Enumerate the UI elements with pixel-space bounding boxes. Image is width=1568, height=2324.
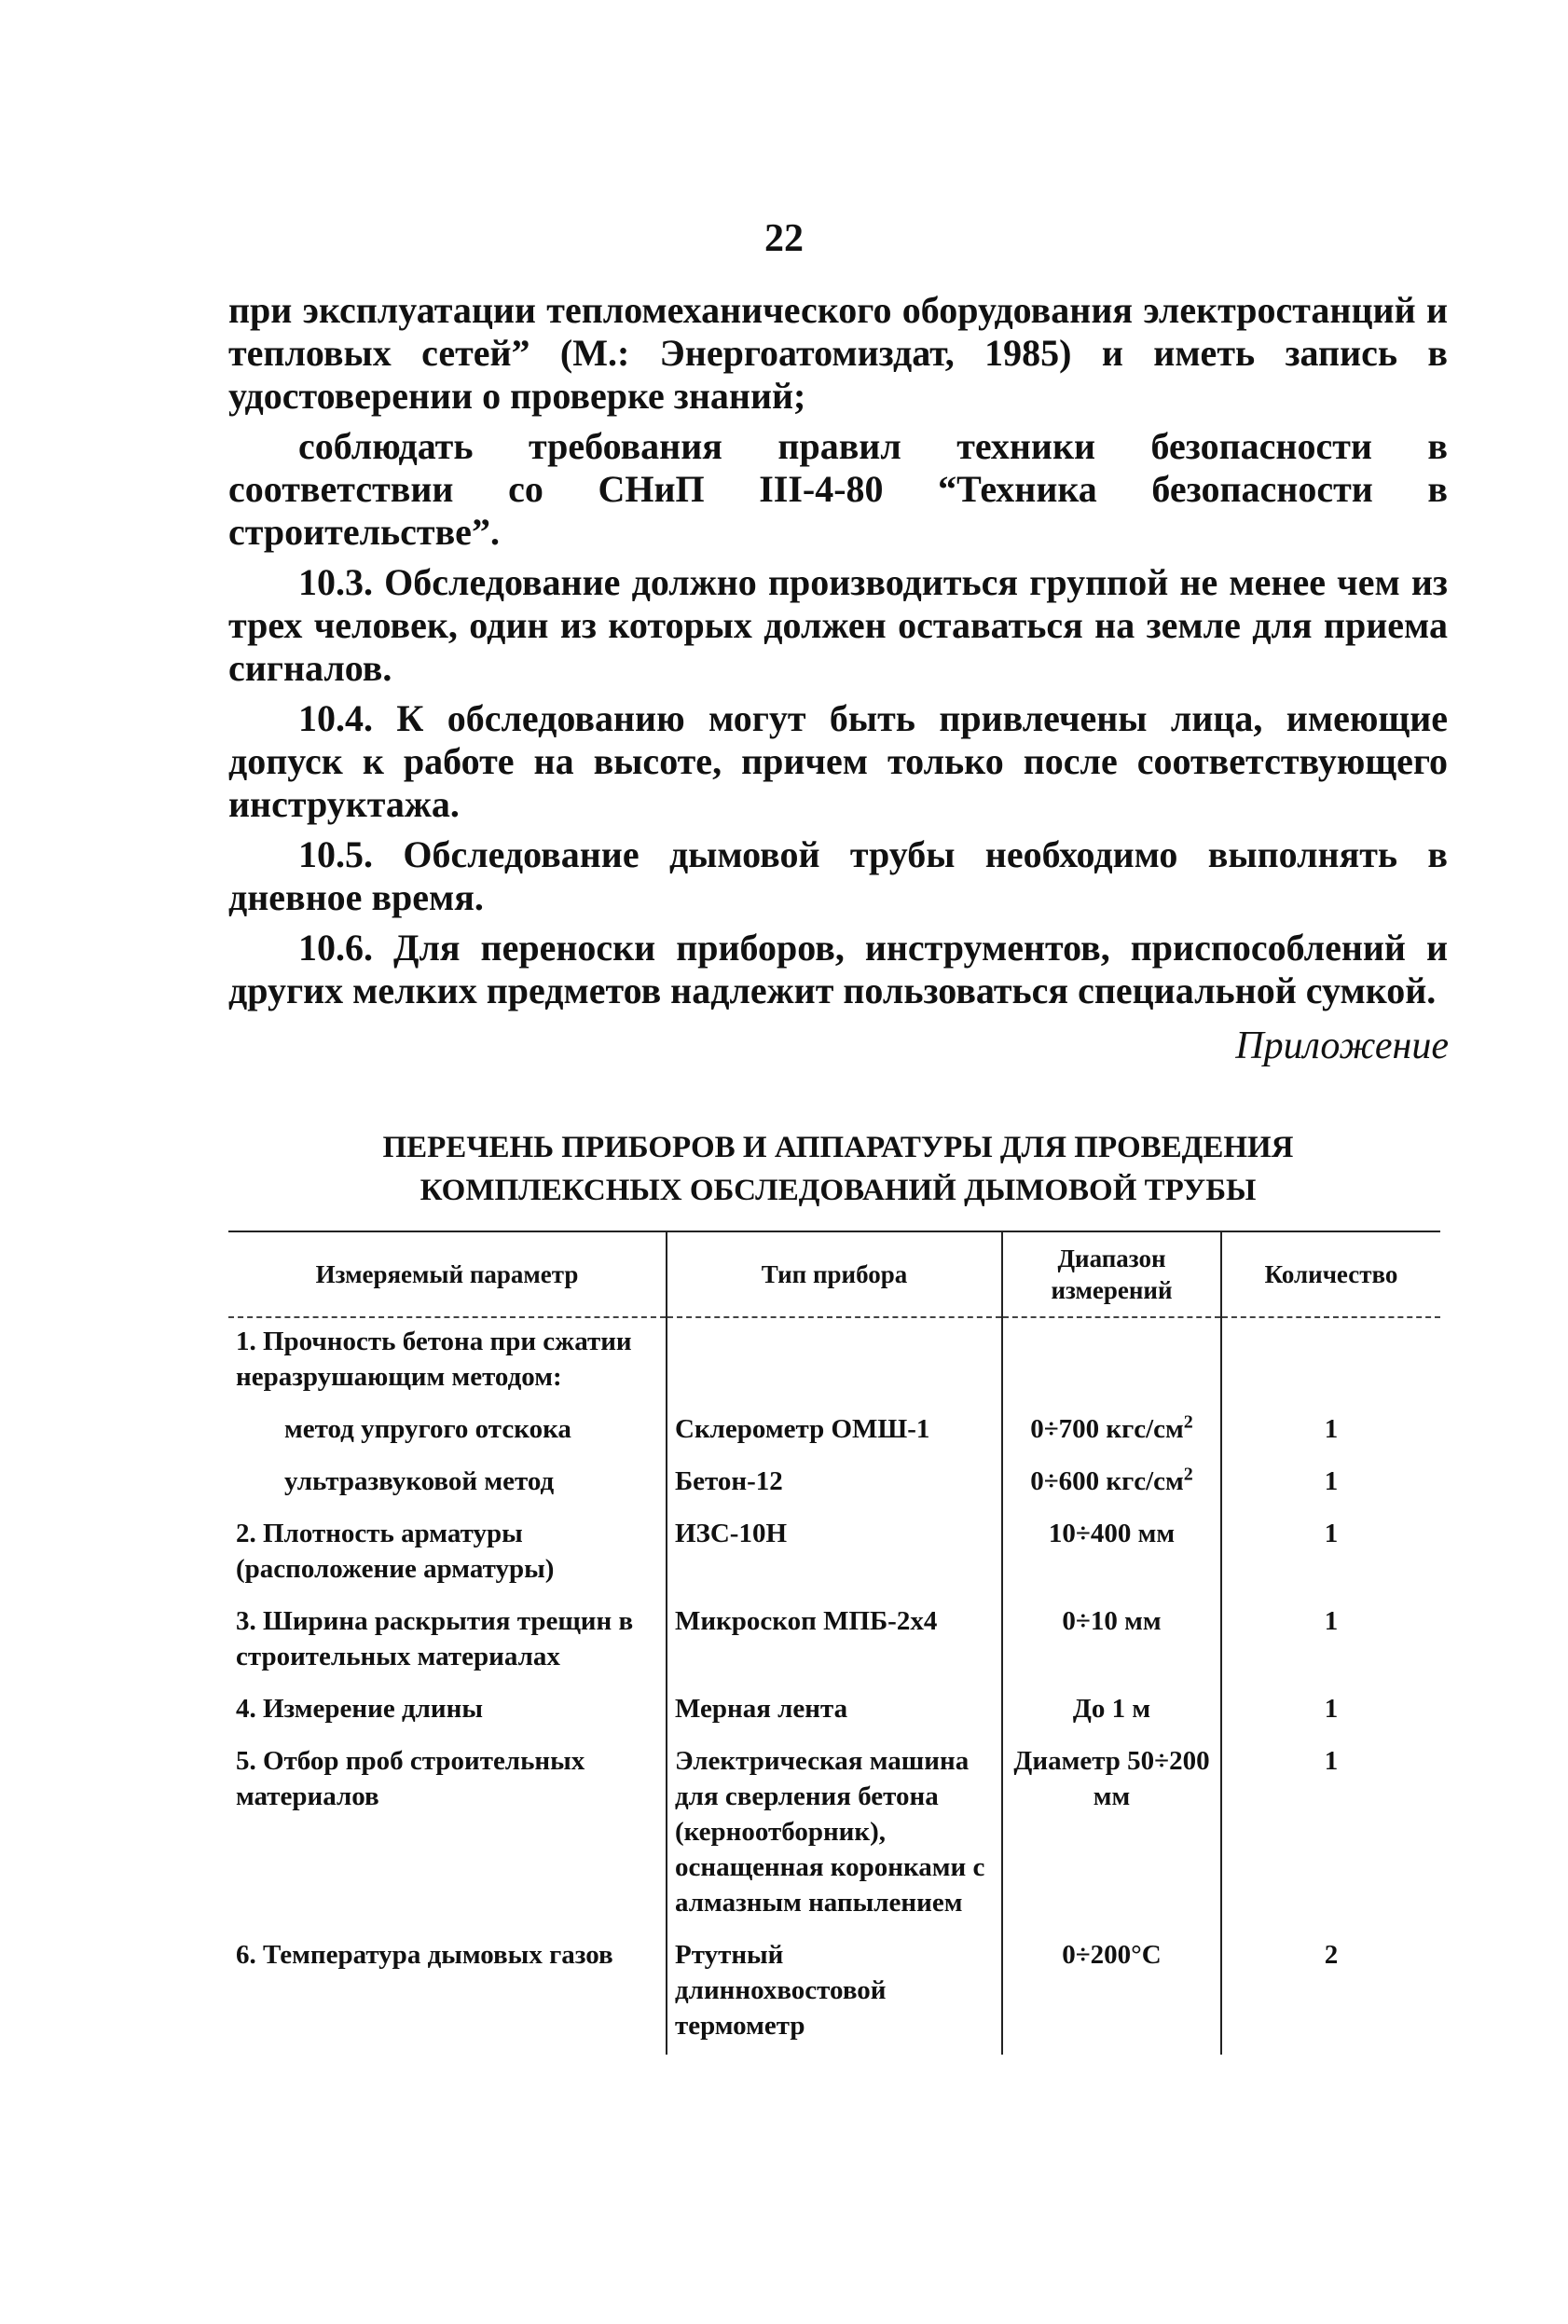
cell-qty: 1 xyxy=(1221,1406,1440,1458)
cell-range xyxy=(1002,1738,1221,1932)
cell-range xyxy=(1002,1510,1221,1598)
table-row xyxy=(228,1598,1440,1685)
cell-qty: 1 xyxy=(1221,1738,1440,1932)
range-value: 0÷200°С xyxy=(1062,1940,1162,1970)
table-title-line: КОМПЛЕКСНЫХ ОБСЛЕДОВАНИЙ ДЫМОВОЙ ТРУБЫ xyxy=(420,1174,1257,1207)
cell-param: 3. Ширина раскрытия трещин в строительных материалах xyxy=(236,1606,634,1671)
table-title xyxy=(228,1126,1448,1212)
cell-param: 2. Плотность арматуры (расположение арматуры) xyxy=(236,1519,555,1584)
table-row xyxy=(228,1317,1440,1406)
table-row xyxy=(228,1510,1440,1598)
header-param: Измеряемый параметр xyxy=(228,1231,667,1317)
paragraph: 10.5. Обследование дымовой трубы необходимо выполнять в дневное время. xyxy=(228,833,1448,918)
range-superscript: 2 xyxy=(1183,1464,1193,1485)
cell-range xyxy=(1002,1458,1221,1510)
cell-param: 4. Измерение длины xyxy=(236,1694,483,1724)
cell-type: Ртутный длиннохвостовой термометр xyxy=(667,1932,1002,2055)
cell-param: 1. Прочность бетона при сжатии неразрушающим методом: xyxy=(236,1327,632,1392)
cell-range xyxy=(1002,1685,1221,1738)
range-value: 0÷10 мм xyxy=(1062,1606,1162,1636)
cell-qty: 1 xyxy=(1221,1510,1440,1598)
cell-param: ультразвуковой метод xyxy=(284,1466,555,1496)
header-range: Диапазон измерений xyxy=(1002,1231,1221,1317)
cell-type: Электрическая машина для сверления бетона (керноотборник), оснащенная коронками с алмазным напылением xyxy=(667,1738,1002,1932)
table-header-row xyxy=(228,1231,1440,1317)
cell-type: Бетон-12 xyxy=(667,1458,1002,1510)
cell-param: 5. Отбор проб строительных материалов xyxy=(236,1746,585,1811)
range-superscript: 2 xyxy=(1183,1411,1193,1433)
cell-range xyxy=(1002,1598,1221,1685)
body-text xyxy=(228,289,1448,1020)
table-row xyxy=(228,1932,1440,2055)
page-number: 22 xyxy=(764,217,804,260)
table-row xyxy=(228,1738,1440,1932)
table-row xyxy=(228,1406,1440,1458)
cell-type xyxy=(667,1317,1002,1406)
cell-type: Склерометр ОМШ-1 xyxy=(667,1406,1002,1458)
header-type: Тип прибора xyxy=(667,1231,1002,1317)
cell-param: 6. Температура дымовых газов xyxy=(236,1940,613,1970)
cell-type: Микроскоп МПБ-2х4 xyxy=(667,1598,1002,1685)
cell-type: Мерная лента xyxy=(667,1685,1002,1738)
cell-qty: 2 xyxy=(1221,1932,1440,2055)
paragraph: соблюдать требования правил техники безопасности в соответствии со СНиП III-4-80 “Техника безопасности в строительстве”. xyxy=(228,425,1448,553)
header-qty: Количество xyxy=(1221,1231,1440,1317)
instruments-table xyxy=(228,1231,1440,2055)
paragraph: при эксплуатации тепломеханического оборудования электростанций и тепловых сетей” (М.: Энергоатомиздат, 1985) и иметь запись в удостоверении о проверке знаний; xyxy=(228,289,1448,417)
table-title-line: ПЕРЕЧЕНЬ ПРИБОРОВ И АППАРАТУРЫ ДЛЯ ПРОВЕДЕНИЯ xyxy=(382,1131,1294,1164)
appendix-label: Приложение xyxy=(1235,1024,1449,1067)
range-value: 0÷700 кгс/см xyxy=(1030,1414,1184,1444)
cell-range xyxy=(1002,1406,1221,1458)
paragraph: 10.4. К обследованию могут быть привлечены лица, имеющие допуск к работе на высоте, причем только после соответствующего инструктажа. xyxy=(228,697,1448,825)
cell-qty: 1 xyxy=(1221,1458,1440,1510)
cell-param: метод упругого отскока xyxy=(284,1414,571,1444)
range-value: 0÷600 кгс/см xyxy=(1030,1466,1184,1496)
range-value: Диаметр 50÷200 мм xyxy=(1013,1746,1210,1811)
cell-range xyxy=(1002,1932,1221,2055)
range-value: До 1 м xyxy=(1072,1694,1151,1724)
table-row xyxy=(228,1458,1440,1510)
paragraph: 10.3. Обследование должно производиться группой не менее чем из трех человек, один из которых должен оставаться на земле для приема сигналов. xyxy=(228,561,1448,689)
cell-type: ИЗС-10Н xyxy=(667,1510,1002,1598)
paragraph: 10.6. Для переноски приборов, инструментов, приспособлений и других мелких предметов надлежит пользоваться специальной сумкой. xyxy=(228,927,1448,1011)
range-value: 10÷400 мм xyxy=(1048,1519,1176,1548)
cell-range xyxy=(1002,1317,1221,1406)
table-row xyxy=(228,1685,1440,1738)
cell-qty: 1 xyxy=(1221,1598,1440,1685)
cell-qty xyxy=(1221,1317,1440,1406)
cell-qty: 1 xyxy=(1221,1685,1440,1738)
